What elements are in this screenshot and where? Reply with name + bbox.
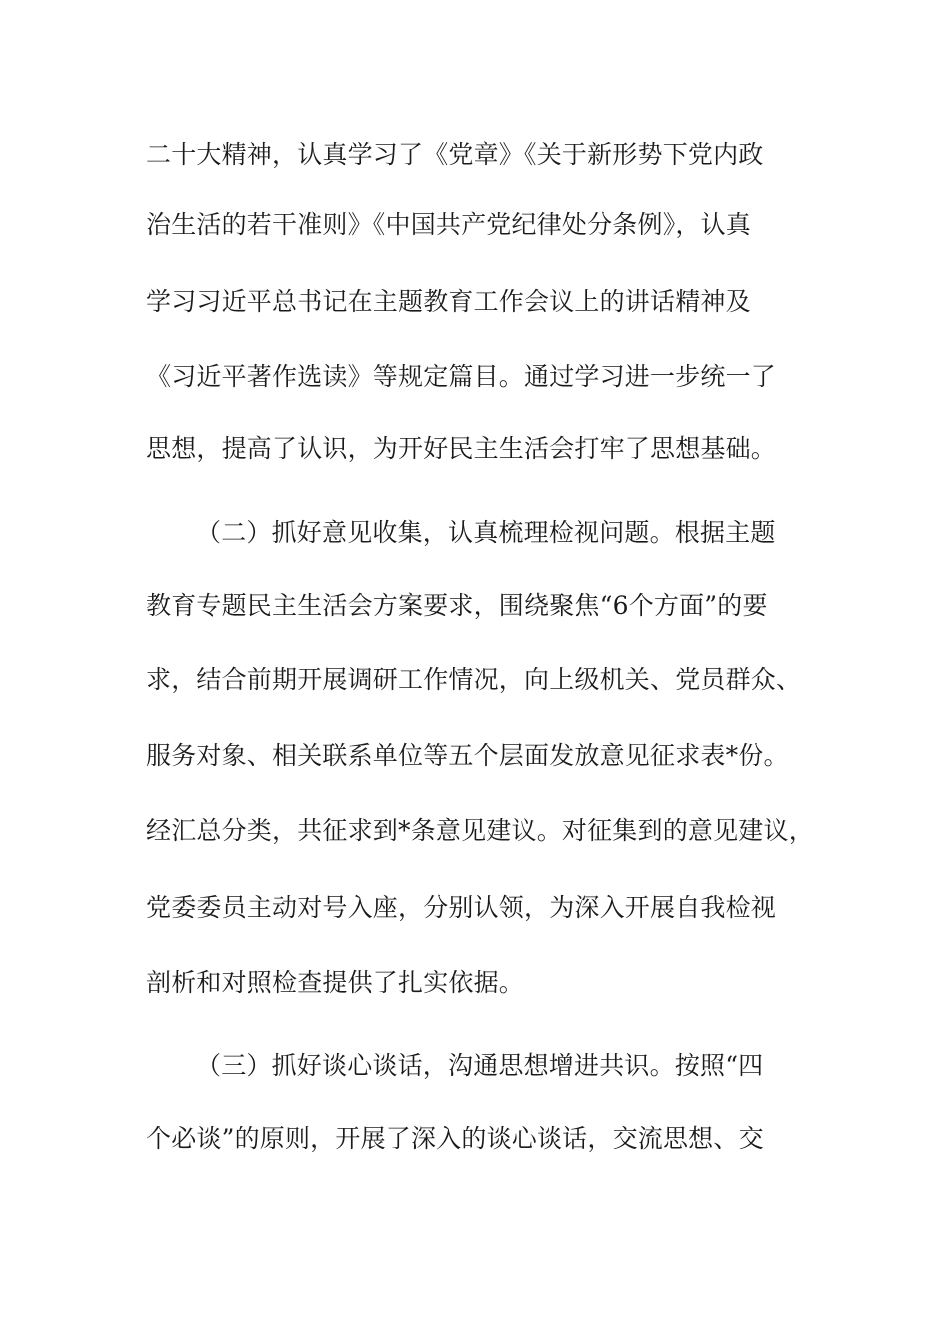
text-line: 经汇总分类，共征求到*条意见建议。对征集到的意见建议， xyxy=(146,816,814,845)
section-heading-3: （三）抓好谈心谈话，沟通思想增进共识。按照“四 xyxy=(196,1051,764,1080)
text-line: 治生活的若干准则》《中国共产党纪律处分条例》，认真 xyxy=(146,210,752,239)
text-line: 个必谈”的原则，开展了深入的谈心谈话，交流思想、交 xyxy=(146,1124,764,1153)
text-line: 思想，提高了认识，为开好民主生活会打牢了思想基础。 xyxy=(146,434,777,463)
section-heading-2: （二）抓好意见收集，认真梳理检视问题。根据主题 xyxy=(196,518,776,547)
text-line: 《习近平著作选读》等规定篇目。通过学习进一步统一了 xyxy=(146,362,777,391)
text-line: 服务对象、相关联系单位等五个层面发放意见征求表*份。 xyxy=(146,741,789,770)
text-line: 学习习近平总书记在主题教育工作会议上的讲话精神及 xyxy=(146,287,751,316)
text-line: 求，结合前期开展调研工作情况，向上级机关、党员群众、 xyxy=(146,665,802,694)
text-line: 党委委员主动对号入座，分别认领，为深入开展自我检视 xyxy=(146,893,777,922)
text-line: 二十大精神，认真学习了《党章》《关于新形势下党内政 xyxy=(146,140,764,169)
text-line: 教育专题民主生活会方案要求，围绕聚焦“6个方面”的要 xyxy=(146,591,768,620)
text-line: 剖析和对照检查提供了扎实依据。 xyxy=(146,968,525,997)
